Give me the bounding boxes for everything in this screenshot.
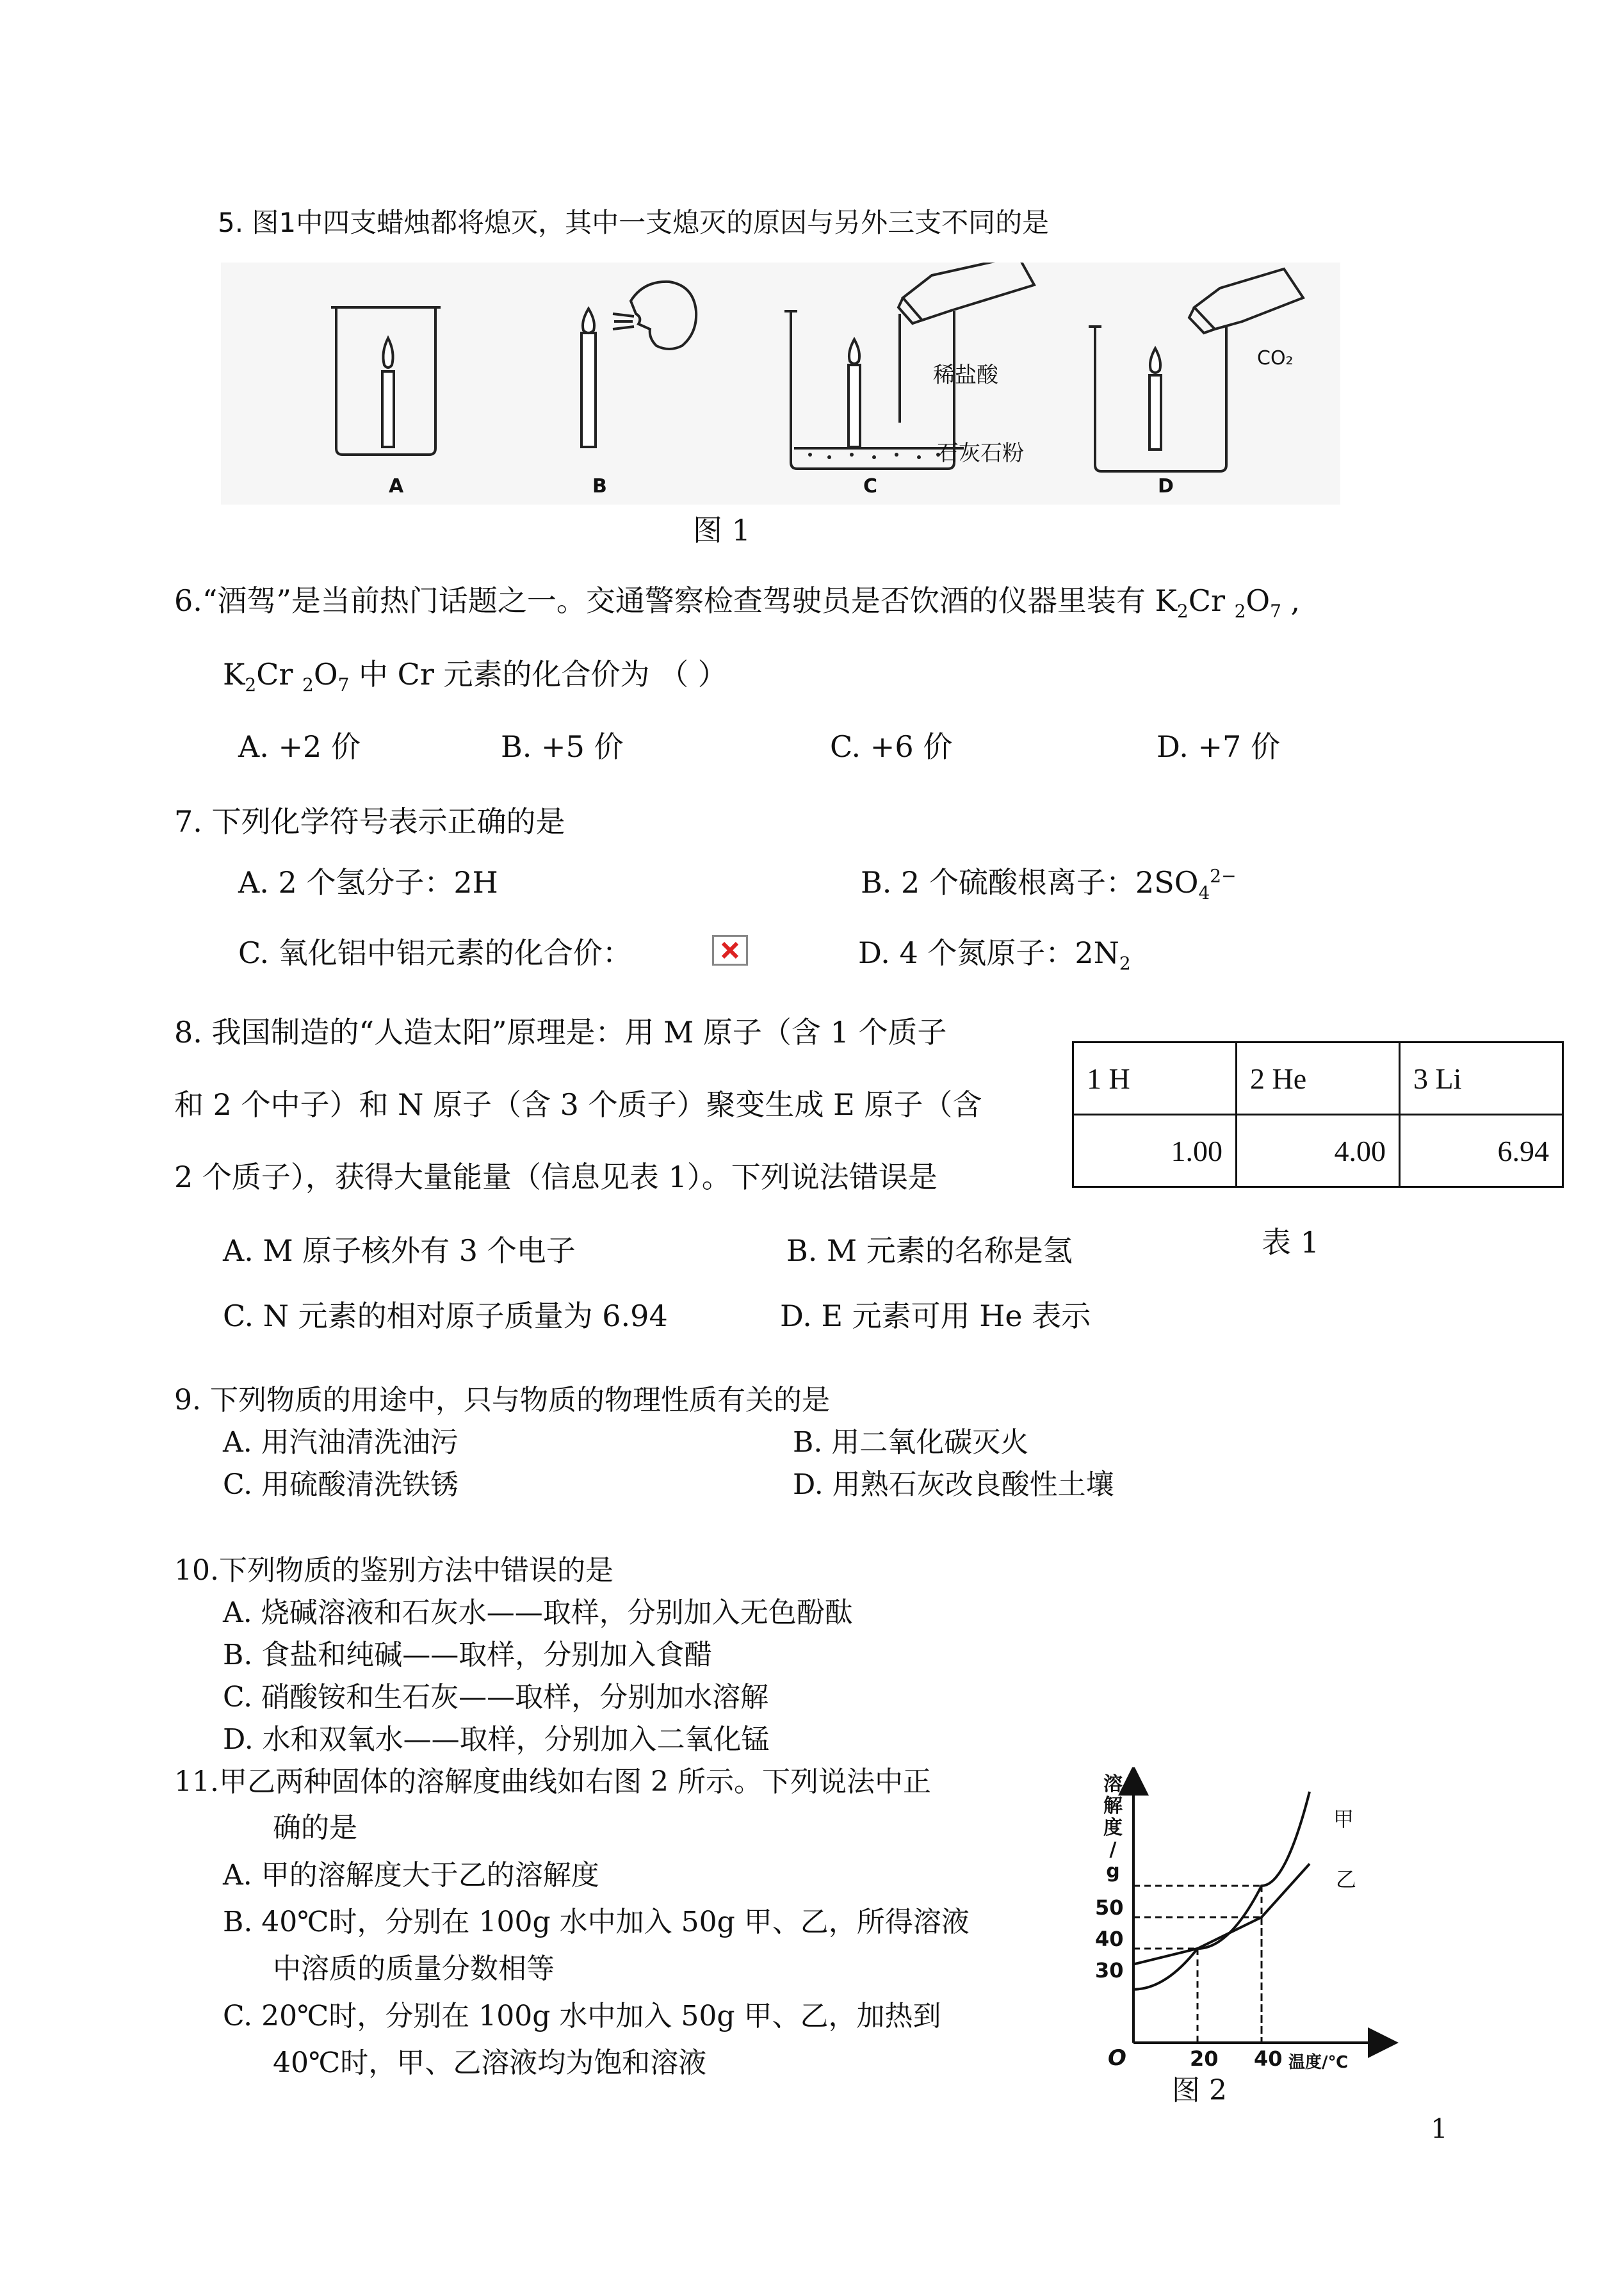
q11-option-b-line2: 中溶质的质量分数相等	[273, 1952, 555, 1985]
q5-stem: 5. 图1中四支蜡烛都将熄灭，其中一支熄灭的原因与另外三支不同的是	[218, 207, 1050, 238]
y-tick-30: 30	[1095, 1958, 1124, 1983]
figure-1-caption: 图 1	[693, 513, 751, 547]
q10-option-a: A. 烧碱溶液和石灰水——取样，分别加入无色酚酞	[223, 1596, 853, 1629]
y-axis-label-char: g	[1106, 1860, 1120, 1883]
figure-label-a: A	[389, 475, 404, 498]
q11-option-c-line1: C. 20℃时，分别在 100g 水中加入 50g 甲、乙，加热到	[223, 2000, 941, 2032]
figure-label-b: B	[592, 475, 607, 498]
table-cell: 3 Li	[1400, 1042, 1563, 1115]
solubility-chart-svg	[1082, 1767, 1415, 2100]
origin-label: O	[1108, 2045, 1126, 2071]
co2-label: CO₂	[1257, 347, 1294, 369]
q9-stem: 9. 下列物质的用途中，只与物质的物理性质有关的是	[174, 1384, 830, 1416]
element-table	[1072, 1041, 1564, 1188]
table-cell: 1 H	[1073, 1042, 1237, 1115]
q7-stem: 7. 下列化学符号表示正确的是	[174, 804, 565, 839]
acid-label: 稀盐酸	[933, 362, 998, 388]
y-axis-label-char: /	[1109, 1838, 1117, 1861]
x-tick-40: 40	[1254, 2047, 1283, 2071]
q7-option-b: B. 2 个硫酸根离子：$2SO_4^{2-}$	[861, 865, 1237, 904]
q8-option-d: D. E 元素可用 He 表示	[780, 1299, 1091, 1333]
curve-label-yi: 乙	[1336, 1867, 1357, 1892]
solubility-chart	[1082, 1767, 1415, 2107]
table-cell: 4.00	[1237, 1115, 1400, 1187]
q8-line3: 2 个质子），获得大量能量（信息见表 1）。下列说法错误是	[174, 1160, 938, 1194]
table-cell: 1.00	[1073, 1115, 1237, 1187]
q6-stem-line1: 6.“酒驾”是当前热门话题之一。交通警察检查驾驶员是否饮酒的仪器里装有 $K_2Cr$ $_2O_7$ ,	[174, 583, 1301, 622]
x-axis-label: 温度/℃	[1288, 2053, 1348, 2072]
q6-option-d: D. +7 价	[1157, 729, 1280, 764]
y-tick-50: 50	[1095, 1895, 1124, 1920]
y-axis-label-char: 度	[1103, 1817, 1123, 1839]
q7-option-d: D. 4 个氮原子：$2N_2$	[858, 936, 1131, 975]
y-axis-label-char: 溶	[1103, 1773, 1123, 1796]
limestone-label: 石灰石粉	[937, 441, 1024, 466]
y-tick-40: 40	[1095, 1927, 1124, 1951]
table-1-caption: 表 1	[1262, 1225, 1319, 1260]
q11-option-b-line1: B. 40℃时，分别在 100g 水中加入 50g 甲、乙，所得溶液	[223, 1906, 970, 1938]
q10-stem: 10.下列物质的鉴别方法中错误的是	[174, 1554, 613, 1587]
q7-option-a: A. 2 个氢分子：2H	[238, 865, 498, 900]
q8-line2: 和 2 个中子）和 N 原子（含 3 个质子）聚变生成 E 原子（含	[174, 1087, 982, 1122]
figure-1-candles	[221, 263, 1340, 505]
table-cell: 2 He	[1237, 1042, 1400, 1115]
q8-option-b: B. M 元素的名称是氢	[786, 1233, 1073, 1268]
q10-option-c: C. 硝酸铵和生石灰——取样，分别加水溶解	[223, 1681, 769, 1714]
page-number: 1	[1431, 2113, 1448, 2145]
figure-label-d: D	[1158, 475, 1174, 498]
q8-option-a: A. M 原子核外有 3 个电子	[223, 1233, 576, 1268]
q8-option-c: C. N 元素的相对原子质量为 6.94	[223, 1299, 668, 1333]
q7-option-c: C. 氧化铝中铝元素的化合价：	[238, 936, 632, 970]
q11-option-a: A. 甲的溶解度大于乙的溶解度	[223, 1859, 599, 1892]
q11-line2: 确的是	[273, 1812, 357, 1844]
q9-option-d: D. 用熟石灰改良酸性土壤	[793, 1468, 1114, 1501]
q8-line1: 8. 我国制造的“人造太阳”原理是：用 M 原子（含 1 个质子	[174, 1015, 947, 1050]
y-axis-label-char: 解	[1103, 1795, 1123, 1817]
q6-stem-line2: $K_2Cr$ $_2O_7$ 中 Cr 元素的化合价为 （ ）	[223, 657, 727, 696]
q6-option-c: C. +6 价	[830, 729, 953, 764]
series-line-jia	[1133, 1792, 1310, 1990]
q11-line1: 11.甲乙两种固体的溶解度曲线如右图 2 所示。下列说法中正	[174, 1765, 931, 1798]
q11-option-c-line2: 40℃时，甲、乙溶液均为饱和溶液	[273, 2047, 707, 2079]
figure-label-c: C	[863, 475, 878, 498]
candle-experiment-illustration	[221, 263, 1340, 505]
table-cell: 6.94	[1400, 1115, 1563, 1187]
y-axis-label	[1100, 1774, 1126, 1883]
q10-option-b: B. 食盐和纯碱——取样，分别加入食醋	[223, 1639, 713, 1671]
curve-label-jia: 甲	[1333, 1807, 1354, 1831]
q6-option-a: A. +2 价	[238, 729, 361, 764]
q9-option-b: B. 用二氧化碳灭火	[793, 1426, 1029, 1459]
figure-2-caption: 图 2	[1172, 2074, 1227, 2107]
q9-option-c: C. 用硫酸清洗铁锈	[223, 1468, 459, 1501]
broken-image-icon	[712, 935, 748, 966]
q6-option-b: B. +5 价	[501, 729, 624, 764]
q9-option-a: A. 用汽油清洗油污	[223, 1426, 459, 1459]
x-tick-20: 20	[1190, 2047, 1219, 2071]
q10-option-d: D. 水和双氧水——取样，分别加入二氧化锰	[223, 1723, 770, 1756]
